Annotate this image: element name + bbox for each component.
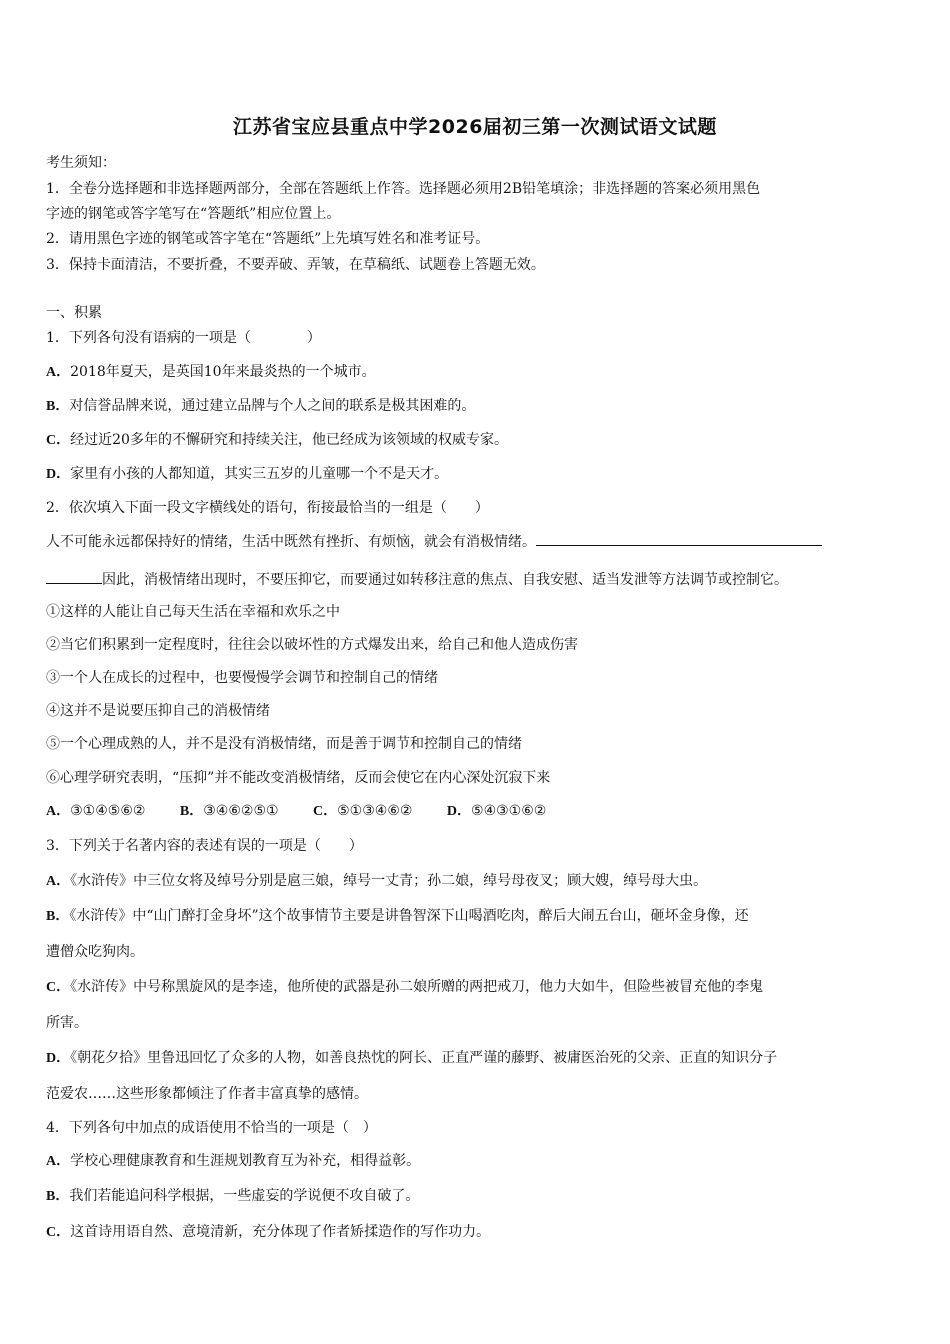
q4-option-b xyxy=(46,1185,419,1205)
answer-blank xyxy=(46,569,102,584)
option-text: 家里有小孩的人都知道，其实三五岁的儿童哪一个不是天才。 xyxy=(70,466,449,482)
question-1-stem: 1．下列各句没有语病的一项是（ ） xyxy=(46,330,321,346)
option-label: B． xyxy=(46,1189,70,1204)
q2-passage-line xyxy=(46,531,822,551)
section-heading: 一、积累 xyxy=(46,305,102,321)
option-text: 《水浒传》中号称黑旋风的是李逵，他所使的武器是孙二娘所赠的两把戒刀，他力大如牛，但险些被冒充他的李鬼 xyxy=(70,979,764,995)
option-label: D． xyxy=(46,467,71,482)
option-label: A． xyxy=(46,804,71,819)
option-label: D． xyxy=(46,1051,71,1066)
q3-option-c-cont: 所害。 xyxy=(46,1015,88,1031)
q1-option-c xyxy=(46,429,508,449)
option-text: 2018年夏天，是英国10年来最炎热的一个城市。 xyxy=(70,364,376,380)
q2-sentence: ⑤一个心理成熟的人，并不是没有消极情绪，而是善于调节和控制自己的情绪 xyxy=(46,736,522,752)
q3-option-c xyxy=(46,976,763,996)
q2-passage-line xyxy=(46,569,788,589)
q1-option-b xyxy=(46,395,475,415)
option-label: C． xyxy=(313,804,338,819)
option-text: 我们若能追问科学根据，一些虚妄的学说便不攻自破了。 xyxy=(69,1188,420,1204)
q3-option-a xyxy=(46,870,707,890)
q1-option-d xyxy=(46,463,448,483)
q4-option-c xyxy=(46,1221,490,1241)
option-text: 《水浒传》中三位女将及绰号分别是扈三娘，绰号一丈青；孙二娘，绰号母夜叉；顾大嫂，绰号母大虫。 xyxy=(70,873,708,889)
q3-option-b xyxy=(46,905,749,925)
q2-sentence: ③一个人在成长的过程中，也要慢慢学会调节和控制自己的情绪 xyxy=(46,670,438,686)
option-text: 这首诗用语自然、意境清新，充分体现了作者矫揉造作的写作功力。 xyxy=(70,1224,491,1240)
q3-option-d xyxy=(46,1047,777,1067)
option-label: B． xyxy=(46,399,70,414)
option-text: 经过近20多年的不懈研究和持续关注，他已经成为该领域的权威专家。 xyxy=(70,432,508,448)
option-text: 对信誉品牌来说，通过建立品牌与个人之间的联系是极其困难的。 xyxy=(69,398,476,414)
option-text: ⑤④③①⑥② xyxy=(471,803,547,819)
q3-option-d-cont: 范爱农……这些形象都倾注了作者丰富真挚的感情。 xyxy=(46,1086,368,1102)
q2-sentence: ⑥心理学研究表明，“压抑”并不能改变消极情绪，反而会使它在内心深处沉寂下来 xyxy=(46,770,551,786)
option-text: 《水浒传》中“山门醉打金身坏”这个故事情节主要是讲鲁智深下山喝酒吃肉，醉后大闹五台山，砸坏金身像，还 xyxy=(69,908,749,924)
exam-title: 江苏省宝应县重点中学2026届初三第一次测试语文试题 xyxy=(233,116,717,138)
option-text: 《朝花夕拾》里鲁迅回忆了众多的人物，如善良热忱的阿长、正直严谨的藤野、被庸医治死的父亲、正直的知识分子 xyxy=(70,1050,778,1066)
notice-item: 2．请用黑色字迹的钢笔或答字笔在“答题纸”上先填写姓名和准考证号。 xyxy=(46,231,490,247)
option-label: A． xyxy=(46,874,71,889)
option-label: A． xyxy=(46,365,71,380)
option-label: B． xyxy=(179,804,204,819)
q1-option-a xyxy=(46,361,376,381)
question-2-stem: 2．依次填入下面一段文字横线处的语句，衔接最恰当的一组是（ ） xyxy=(46,500,489,516)
q2-choice-d xyxy=(447,800,546,820)
q2-choice-c xyxy=(313,800,412,820)
option-text: ⑤①③④⑥② xyxy=(337,803,413,819)
passage-text: 因此，消极情绪出现时，不要压抑它，而要通过如转移注意的焦点、自我安慰、适当发泄等方法调节或控制它。 xyxy=(102,572,788,588)
q2-choices xyxy=(46,800,576,820)
notice-item: 3．保持卡面清洁，不要折叠，不要弄破、弄皱，在草稿纸、试题卷上答题无效。 xyxy=(46,257,545,273)
notice-item: 字迹的钢笔或答字笔写在“答题纸”相应位置上。 xyxy=(46,206,341,222)
option-label: C． xyxy=(46,1225,71,1240)
q4-option-a xyxy=(46,1150,420,1170)
passage-text: 人不可能永远都保持好的情绪，生活中既然有挫折、有烦恼，就会有消极情绪。 xyxy=(46,534,536,550)
option-label: B． xyxy=(46,909,70,924)
option-label: C． xyxy=(46,980,71,995)
q2-choice-b xyxy=(180,800,279,820)
option-label: C． xyxy=(46,433,71,448)
question-4-stem: 4．下列各句中加点的成语使用不恰当的一项是（ ） xyxy=(46,1120,377,1136)
q2-choice-a xyxy=(46,800,145,820)
option-text: ③①④⑤⑥② xyxy=(70,803,146,819)
option-text: 学校心理健康教育和生涯规划教育互为补充，相得益彰。 xyxy=(70,1153,421,1169)
option-label: A． xyxy=(46,1154,71,1169)
q2-sentence: ①这样的人能让自己每天生活在幸福和欢乐之中 xyxy=(46,604,340,620)
notice-item: 1．全卷分选择题和非选择题两部分，全部在答题纸上作答。选择题必须用2B铅笔填涂；非选择题的答案必须用黑色 xyxy=(46,181,761,197)
answer-blank xyxy=(536,531,822,546)
notice-heading: 考生须知： xyxy=(46,155,116,171)
q2-sentence: ②当它们积累到一定程度时，往往会以破坏性的方式爆发出来，给自己和他人造成伤害 xyxy=(46,637,578,653)
option-text: ③④⑥②⑤① xyxy=(203,803,279,819)
q2-sentence: ④这并不是说要压抑自己的消极情绪 xyxy=(46,703,270,719)
question-3-stem: 3．下列关于名著内容的表述有误的一项是（ ） xyxy=(46,838,363,854)
q3-option-b-cont: 遭僧众吃狗肉。 xyxy=(46,944,144,960)
option-label: D． xyxy=(446,804,472,819)
